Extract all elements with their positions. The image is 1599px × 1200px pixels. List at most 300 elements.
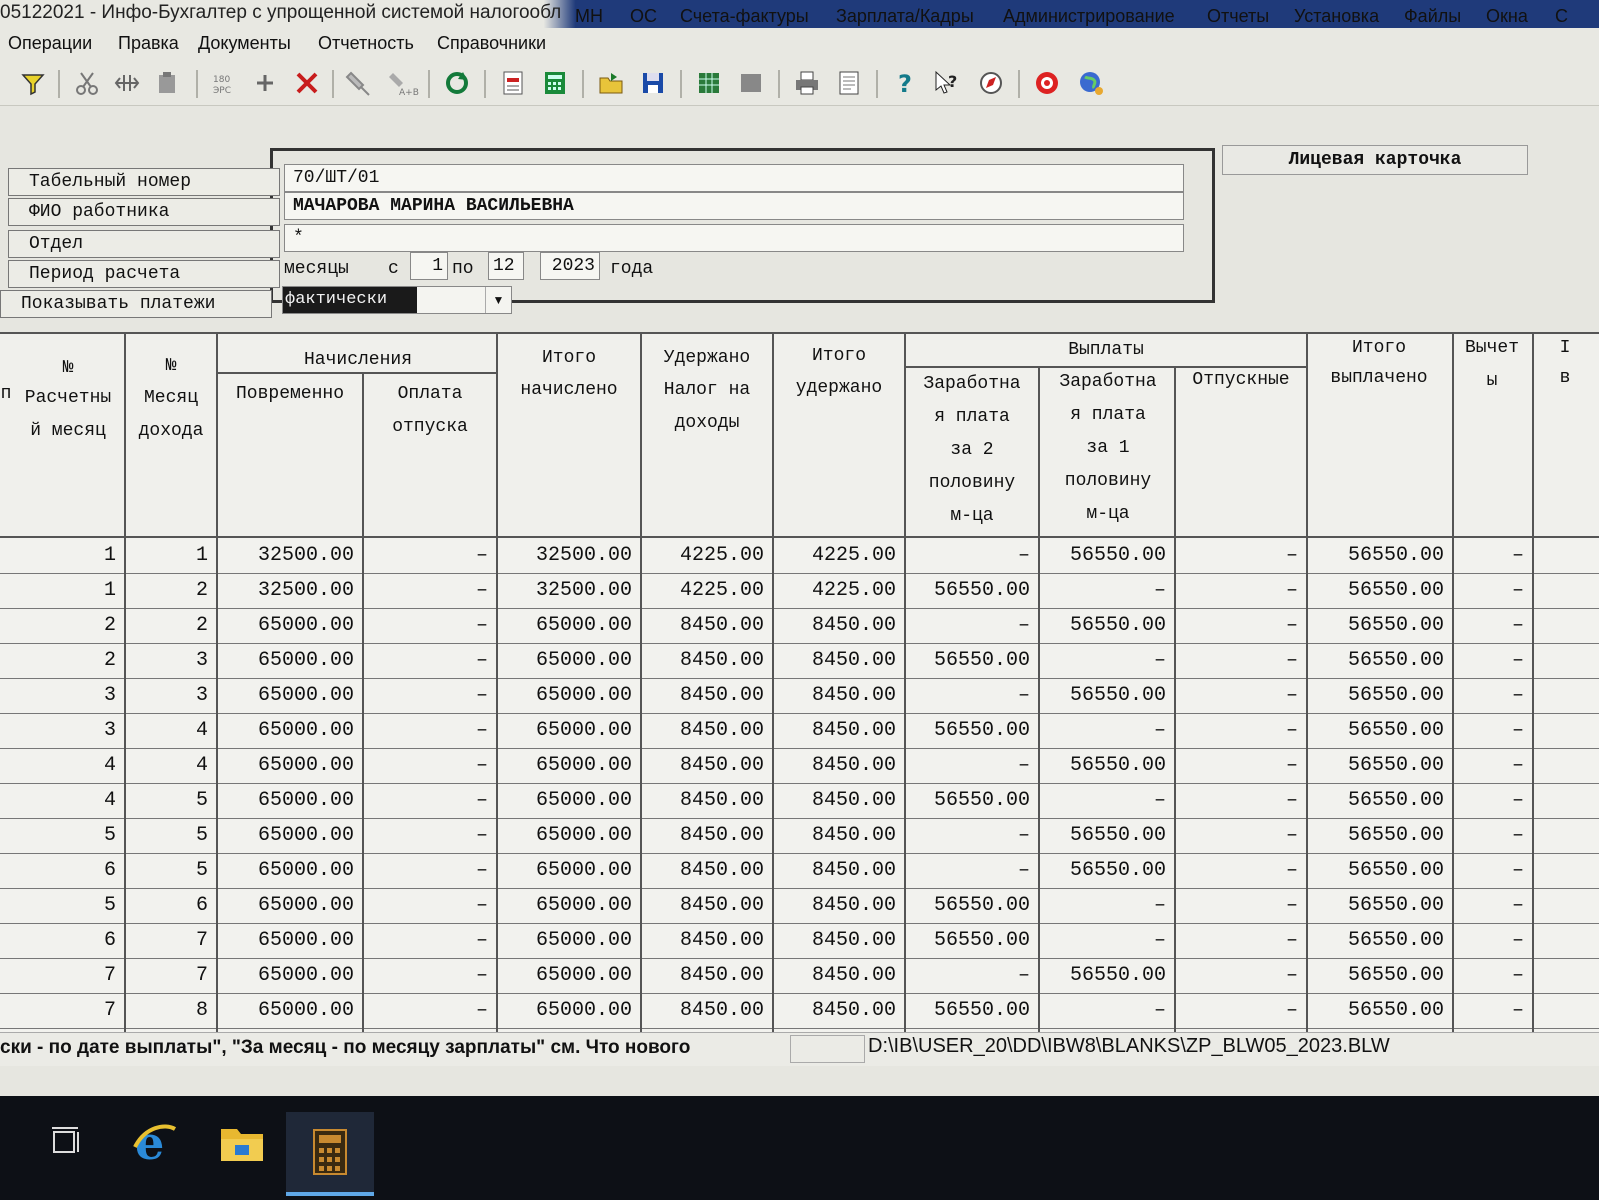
cell-vacation[interactable]: – [1285, 964, 1298, 987]
toolbar-separator [196, 70, 198, 98]
cell-salary-1half[interactable]: 56550.00 [1069, 544, 1166, 567]
menu-documents[interactable]: Документы [198, 33, 291, 53]
header-income-month: Месяц дохода [138, 388, 204, 441]
department-field[interactable]: * [284, 224, 1184, 252]
windows-taskbar [0, 1096, 1599, 1200]
sort-icon[interactable] [386, 68, 419, 98]
cell-income-month[interactable]: 8 [195, 999, 208, 1022]
navigator-icon[interactable] [976, 68, 1006, 98]
cell-salary-2half[interactable]: – [1017, 544, 1030, 567]
header-salary-2half: Заработна я плата за 2 половину м-ца [923, 374, 1021, 526]
chevron-down-icon[interactable]: ▼ [485, 287, 511, 313]
cell-salary-1half[interactable]: – [1153, 789, 1166, 812]
cell-time-based[interactable]: 65000.00 [257, 894, 354, 917]
menu-operations[interactable]: Операции [8, 33, 93, 53]
table-row[interactable] [0, 679, 1599, 714]
cell-vacation[interactable]: – [1285, 894, 1298, 917]
cell-income-month[interactable]: 7 [195, 964, 208, 987]
cell-vacation[interactable]: – [1285, 684, 1298, 707]
cell-total-accrued[interactable]: 65000.00 [535, 754, 632, 777]
header-num2-top: № [165, 356, 177, 376]
cell-calc-month[interactable]: 7 [103, 964, 116, 987]
cell-time-based[interactable]: 65000.00 [257, 859, 354, 882]
period-year-text: года [610, 259, 654, 279]
header-calc-month: Расчетны й месяц [24, 388, 112, 441]
payments-label: Показывать платежи [0, 290, 272, 318]
cell-vacation-pay[interactable]: – [475, 684, 488, 707]
cell-vacation-pay[interactable]: – [475, 894, 488, 917]
cell-total-paid[interactable]: 56550.00 [1347, 579, 1444, 602]
cell-vacation-pay[interactable]: – [475, 719, 488, 742]
cell-total-withheld[interactable]: 8450.00 [811, 684, 896, 707]
cell-calc-month[interactable]: 3 [103, 684, 116, 707]
cell-calc-month[interactable]: 4 [103, 754, 116, 777]
cell-deductions[interactable]: – [1511, 964, 1524, 987]
cell-income-tax[interactable]: 4225.00 [679, 579, 764, 602]
period-to-field[interactable]: 12 [488, 252, 524, 280]
filter-icon[interactable] [18, 68, 48, 98]
cell-time-based[interactable]: 65000.00 [257, 999, 354, 1022]
table-row[interactable] [0, 819, 1599, 854]
cell-salary-2half[interactable]: – [1017, 824, 1030, 847]
cell-vacation[interactable]: – [1285, 859, 1298, 882]
cell-total-paid[interactable]: 56550.00 [1347, 789, 1444, 812]
cell-total-withheld[interactable]: 8450.00 [811, 894, 896, 917]
cell-vacation[interactable]: – [1285, 824, 1298, 847]
cell-calc-month[interactable]: 5 [103, 824, 116, 847]
cell-calc-month[interactable]: 2 [103, 649, 116, 672]
cell-vacation-pay[interactable]: – [475, 544, 488, 567]
header-total-withheld: удержано [795, 378, 883, 398]
header-total-withheld-top: Итого [811, 346, 866, 366]
payouts-underline [906, 366, 1306, 368]
numbering-icon[interactable] [210, 68, 240, 98]
header-salary-1half: Заработна я плата за 1 половину м-ца [1059, 372, 1157, 524]
cell-salary-1half[interactable]: – [1153, 999, 1166, 1022]
menu-os[interactable]: ОС [630, 6, 657, 26]
cell-income-tax[interactable]: 8450.00 [679, 894, 764, 917]
table-row[interactable] [0, 959, 1599, 994]
status-separator [790, 1035, 865, 1063]
cell-total-accrued[interactable]: 65000.00 [535, 684, 632, 707]
menu-reports[interactable]: Отчеты [1207, 6, 1270, 26]
cell-salary-1half[interactable]: 56550.00 [1069, 754, 1166, 777]
window-title: 05122021 - Инфо-Бухгалтер с упрощенной системой налогообл [0, 2, 562, 23]
period-from-field[interactable]: 1 [410, 252, 448, 280]
payroll-table [0, 332, 1599, 1032]
menu-files[interactable]: Файлы [1404, 6, 1462, 26]
cell-deductions[interactable]: – [1511, 894, 1524, 917]
cell-salary-1half[interactable]: – [1153, 719, 1166, 742]
payments-select[interactable] [282, 286, 512, 314]
cell-total-accrued[interactable]: 32500.00 [535, 544, 632, 567]
cell-total-withheld[interactable]: 8450.00 [811, 859, 896, 882]
menu-help[interactable]: С [1555, 6, 1568, 26]
col-divider [1532, 332, 1534, 1032]
tab-number-field[interactable]: 70/ШТ/01 [284, 164, 1184, 192]
cell-total-accrued[interactable]: 65000.00 [535, 859, 632, 882]
status-bar [0, 1032, 1599, 1066]
cell-income-tax[interactable]: 8450.00 [679, 649, 764, 672]
cell-vacation-pay[interactable]: – [475, 859, 488, 882]
cell-income-tax[interactable]: 8450.00 [679, 684, 764, 707]
header-withheld-top: Удержано [663, 348, 751, 368]
cell-calc-month[interactable]: 1 [103, 544, 116, 567]
col-divider [904, 332, 906, 1032]
table-row[interactable] [0, 784, 1599, 819]
cell-total-accrued[interactable]: 65000.00 [535, 964, 632, 987]
open-folder-icon[interactable] [596, 68, 626, 98]
header-deductions: Вычет ы [1464, 338, 1519, 391]
cell-salary-2half[interactable]: 56550.00 [933, 999, 1030, 1022]
header-top-line [0, 332, 1599, 334]
cell-vacation[interactable]: – [1285, 754, 1298, 777]
toolbar-separator [484, 70, 486, 98]
header-total-accrued: начислено [520, 380, 618, 400]
menu-setup[interactable]: Установка [1294, 6, 1380, 26]
support-icon[interactable] [1032, 68, 1062, 98]
cell-salary-2half[interactable]: 56550.00 [933, 894, 1030, 917]
period-label: Период расчета [8, 260, 280, 288]
cell-vacation[interactable]: – [1285, 789, 1298, 812]
cell-deductions[interactable]: – [1511, 719, 1524, 742]
cell-total-withheld[interactable]: 8450.00 [811, 649, 896, 672]
toolbar-separator [428, 70, 430, 98]
cell-calc-month[interactable]: 5 [103, 894, 116, 917]
table-row[interactable] [0, 714, 1599, 749]
cell-salary-2half[interactable]: – [1017, 754, 1030, 777]
cell-time-based[interactable]: 65000.00 [257, 789, 354, 812]
cell-income-month[interactable]: 1 [195, 544, 208, 567]
cell-total-paid[interactable]: 56550.00 [1347, 614, 1444, 637]
cell-deductions[interactable]: – [1511, 684, 1524, 707]
cell-time-based[interactable]: 65000.00 [257, 719, 354, 742]
toolbar-separator [332, 70, 334, 98]
cell-total-withheld[interactable]: 8450.00 [811, 929, 896, 952]
employee-form [0, 148, 1240, 314]
col-divider [1452, 332, 1454, 1032]
header-num-top: № [62, 358, 74, 378]
menu-admin[interactable]: Администрирование [1003, 6, 1175, 26]
table-row[interactable] [0, 609, 1599, 644]
cell-total-paid[interactable]: 56550.00 [1347, 754, 1444, 777]
cell-time-based[interactable]: 32500.00 [257, 579, 354, 602]
cell-calc-month[interactable]: 2 [103, 614, 116, 637]
menu-reporting[interactable]: Отчетность [318, 33, 414, 53]
cell-income-month[interactable]: 5 [195, 789, 208, 812]
cell-total-accrued[interactable]: 65000.00 [535, 614, 632, 637]
cell-time-based[interactable]: 65000.00 [257, 964, 354, 987]
cell-income-month[interactable]: 5 [195, 859, 208, 882]
cell-deductions[interactable]: – [1511, 614, 1524, 637]
help-icon[interactable] [890, 68, 920, 98]
cell-time-based[interactable]: 65000.00 [257, 649, 354, 672]
cell-vacation[interactable]: – [1285, 929, 1298, 952]
table-row[interactable] [0, 574, 1599, 609]
cell-total-paid[interactable]: 56550.00 [1347, 649, 1444, 672]
col-divider [1174, 366, 1176, 1032]
cell-vacation[interactable]: – [1285, 614, 1298, 637]
cell-salary-2half[interactable]: – [1017, 684, 1030, 707]
cell-salary-1half[interactable]: – [1153, 579, 1166, 602]
table-header [0, 332, 1599, 537]
cell-total-withheld[interactable]: 8450.00 [811, 964, 896, 987]
cell-vacation-pay[interactable]: – [475, 754, 488, 777]
header-edge-col: в [1559, 368, 1571, 388]
print-icon[interactable] [792, 68, 822, 98]
col-divider [1306, 332, 1308, 1032]
web-icon[interactable] [1076, 68, 1106, 98]
cell-income-month[interactable]: 3 [195, 649, 208, 672]
cell-salary-2half[interactable]: 56550.00 [933, 789, 1030, 812]
cell-total-accrued[interactable]: 65000.00 [535, 929, 632, 952]
cell-vacation-pay[interactable]: – [475, 999, 488, 1022]
cut-icon[interactable] [72, 68, 102, 98]
cell-salary-2half[interactable]: 56550.00 [933, 579, 1030, 602]
cell-time-based[interactable]: 65000.00 [257, 929, 354, 952]
cell-salary-1half[interactable]: 56550.00 [1069, 684, 1166, 707]
cell-income-month[interactable]: 4 [195, 754, 208, 777]
cell-total-accrued[interactable]: 65000.00 [535, 824, 632, 847]
cell-income-month[interactable]: 4 [195, 719, 208, 742]
cell-calc-month[interactable]: 6 [103, 859, 116, 882]
menu-bar-main [0, 28, 1599, 60]
header-bottom-line [0, 536, 1599, 538]
cell-deductions[interactable]: – [1511, 649, 1524, 672]
cell-time-based[interactable]: 65000.00 [257, 754, 354, 777]
cell-income-month[interactable]: 2 [195, 579, 208, 602]
menu-invoices[interactable]: Счета-фактуры [680, 6, 809, 26]
cell-deductions[interactable]: – [1511, 544, 1524, 567]
toolbar [0, 60, 1599, 106]
toolbar-separator [876, 70, 878, 98]
period-year-field[interactable]: 2023 [540, 252, 600, 280]
cell-calc-month[interactable]: 3 [103, 719, 116, 742]
cell-income-tax[interactable]: 8450.00 [679, 859, 764, 882]
col-divider [216, 332, 218, 1032]
cell-calc-month[interactable]: 1 [103, 579, 116, 602]
cell-time-based[interactable]: 65000.00 [257, 824, 354, 847]
cell-total-paid[interactable]: 56550.00 [1347, 719, 1444, 742]
cell-salary-2half[interactable]: – [1017, 614, 1030, 637]
cell-total-withheld[interactable]: 8450.00 [811, 789, 896, 812]
cell-vacation-pay[interactable]: – [475, 649, 488, 672]
period-months-text: месяцы [284, 259, 349, 279]
period-to-text: по [452, 259, 474, 279]
cell-total-accrued[interactable]: 65000.00 [535, 894, 632, 917]
table-row[interactable] [0, 644, 1599, 679]
cell-vacation-pay[interactable]: – [475, 579, 488, 602]
cell-income-month[interactable]: 7 [195, 929, 208, 952]
cell-salary-1half[interactable]: – [1153, 649, 1166, 672]
cell-vacation-pay[interactable]: – [475, 929, 488, 952]
cell-deductions[interactable]: – [1511, 789, 1524, 812]
cell-total-paid[interactable]: 56550.00 [1347, 684, 1444, 707]
spreadsheet-icon[interactable] [694, 68, 724, 98]
cell-income-month[interactable]: 3 [195, 684, 208, 707]
cell-calc-month[interactable]: 7 [103, 999, 116, 1022]
cell-salary-2half[interactable]: – [1017, 859, 1030, 882]
fio-field[interactable]: МАЧАРОВА МАРИНА ВАСИЛЬЕВНА [284, 192, 1184, 220]
cell-total-accrued[interactable]: 65000.00 [535, 999, 632, 1022]
desktop-strip [0, 1066, 1599, 1096]
table-row[interactable] [0, 854, 1599, 889]
cell-salary-2half[interactable]: 56550.00 [933, 719, 1030, 742]
status-hint: ски - по дате выплаты", "За месяц - по месяцу зарплаты" см. Что нового [0, 1037, 691, 1058]
menu-salary[interactable]: Зарплата/Кадры [836, 6, 974, 26]
table-row[interactable] [0, 539, 1599, 574]
menu-directories[interactable]: Справочники [437, 33, 547, 53]
cell-salary-2half[interactable]: 56550.00 [933, 929, 1030, 952]
cell-total-paid[interactable]: 56550.00 [1347, 894, 1444, 917]
cell-salary-1half[interactable]: 56550.00 [1069, 614, 1166, 637]
col-divider [772, 332, 774, 1032]
cell-vacation-pay[interactable]: – [475, 964, 488, 987]
context-help-icon[interactable] [932, 68, 962, 98]
cell-total-paid[interactable]: 56550.00 [1347, 929, 1444, 952]
header-time-based: Повременно [235, 384, 345, 404]
cell-vacation[interactable]: – [1285, 649, 1298, 672]
cell-total-withheld[interactable]: 8450.00 [811, 824, 896, 847]
cell-salary-1half[interactable]: – [1153, 929, 1166, 952]
cell-total-accrued[interactable]: 65000.00 [535, 649, 632, 672]
cell-vacation[interactable]: – [1285, 719, 1298, 742]
fio-label: ФИО работника [8, 198, 280, 226]
header-vacation-pay: Оплата отпуска [392, 384, 468, 437]
cell-income-tax[interactable]: 8450.00 [679, 929, 764, 952]
cell-income-tax[interactable]: 8450.00 [679, 999, 764, 1022]
add-icon[interactable] [250, 68, 280, 98]
accruals-underline [218, 372, 496, 374]
file-explorer-icon[interactable] [212, 1112, 272, 1172]
cell-income-tax[interactable]: 8450.00 [679, 754, 764, 777]
cell-income-tax[interactable]: 8450.00 [679, 614, 764, 637]
col-divider [124, 332, 126, 1032]
cell-salary-1half[interactable]: – [1153, 894, 1166, 917]
cell-time-based[interactable]: 65000.00 [257, 684, 354, 707]
header-vacation: Отпускные [1192, 370, 1290, 390]
personal-card-button[interactable]: Лицевая карточка [1222, 145, 1528, 175]
cell-total-withheld[interactable]: 8450.00 [811, 614, 896, 637]
cell-total-paid[interactable]: 56550.00 [1347, 859, 1444, 882]
archive-icon[interactable] [736, 68, 766, 98]
table-row[interactable] [0, 994, 1599, 1029]
paste-icon[interactable] [152, 68, 182, 98]
cell-total-withheld[interactable]: 8450.00 [811, 999, 896, 1022]
svg-text:e: e [135, 1116, 165, 1170]
cell-total-paid[interactable]: 56550.00 [1347, 964, 1444, 987]
calculator-app-icon[interactable] [286, 1112, 374, 1196]
toolbar-separator [778, 70, 780, 98]
move-icon[interactable] [112, 68, 142, 98]
menu-mn[interactable]: МН [575, 6, 603, 26]
cell-salary-1half[interactable]: 56550.00 [1069, 859, 1166, 882]
status-file-path: D:\IB\USER_20\DD\IBW8\BLANKS\ZP_BLW05_2023.BLW [868, 1035, 1390, 1057]
cell-total-withheld[interactable]: 4225.00 [811, 544, 896, 567]
refresh-icon[interactable] [442, 68, 472, 98]
cell-income-month[interactable]: 5 [195, 824, 208, 847]
table-row[interactable] [0, 889, 1599, 924]
cell-income-tax[interactable]: 8450.00 [679, 789, 764, 812]
table-row[interactable] [0, 924, 1599, 959]
cell-vacation-pay[interactable]: – [475, 614, 488, 637]
svg-text:180: 180 [213, 75, 231, 85]
menu-windows[interactable]: Окна [1486, 6, 1528, 26]
cell-calc-month[interactable]: 6 [103, 929, 116, 952]
period-from-text: с [388, 259, 399, 279]
task-view-icon[interactable] [36, 1112, 96, 1172]
cell-vacation[interactable]: – [1285, 579, 1298, 602]
toolbar-separator [58, 70, 60, 98]
cell-total-paid[interactable]: 56550.00 [1347, 544, 1444, 567]
menu-edit[interactable]: Правка [118, 33, 179, 53]
cell-income-month[interactable]: 2 [195, 614, 208, 637]
cell-income-tax[interactable]: 8450.00 [679, 964, 764, 987]
pin-icon[interactable] [344, 68, 374, 98]
header-total-paid-top: Итого [1351, 338, 1406, 358]
menu-bar-top [0, 0, 1599, 30]
cell-vacation-pay[interactable]: – [475, 824, 488, 847]
cell-income-tax[interactable]: 8450.00 [679, 719, 764, 742]
cell-total-accrued[interactable]: 65000.00 [535, 719, 632, 742]
cell-calc-month[interactable]: 4 [103, 789, 116, 812]
cell-salary-2half[interactable]: 56550.00 [933, 649, 1030, 672]
col-divider [1038, 366, 1040, 1032]
cell-income-tax[interactable]: 4225.00 [679, 544, 764, 567]
cell-total-paid[interactable]: 56550.00 [1347, 824, 1444, 847]
cell-salary-1half[interactable]: 56550.00 [1069, 824, 1166, 847]
toolbar-separator [680, 70, 682, 98]
cell-total-withheld[interactable]: 4225.00 [811, 579, 896, 602]
col-divider [496, 332, 498, 1032]
svg-text:?: ? [948, 72, 958, 91]
header-total-accrued-top: Итого [541, 348, 596, 368]
cell-salary-1half[interactable]: 56550.00 [1069, 964, 1166, 987]
report-icon[interactable] [498, 68, 528, 98]
cell-total-paid[interactable]: 56550.00 [1347, 999, 1444, 1022]
save-icon[interactable] [638, 68, 668, 98]
cell-deductions[interactable]: – [1511, 824, 1524, 847]
cell-deductions[interactable]: – [1511, 929, 1524, 952]
cell-total-withheld[interactable]: 8450.00 [811, 719, 896, 742]
header-payouts: Выплаты [1068, 340, 1144, 360]
cell-vacation[interactable]: – [1285, 999, 1298, 1022]
left-edge-header: п [0, 384, 12, 404]
cell-deductions[interactable]: – [1511, 859, 1524, 882]
header-total-paid: выплачено [1330, 368, 1428, 388]
cell-total-withheld[interactable]: 8450.00 [811, 754, 896, 777]
cell-time-based[interactable]: 65000.00 [257, 614, 354, 637]
cell-total-accrued[interactable]: 65000.00 [535, 789, 632, 812]
cell-vacation[interactable]: – [1285, 544, 1298, 567]
table-row[interactable] [0, 749, 1599, 784]
cell-vacation-pay[interactable]: – [475, 789, 488, 812]
cell-deductions[interactable]: – [1511, 579, 1524, 602]
svg-text:ЭРС: ЭРС [213, 86, 231, 96]
calculator-icon[interactable] [540, 68, 570, 98]
internet-explorer-icon[interactable] [124, 1112, 184, 1172]
preview-icon[interactable] [834, 68, 864, 98]
cell-income-tax[interactable]: 8450.00 [679, 824, 764, 847]
cell-salary-2half[interactable]: – [1017, 964, 1030, 987]
cell-deductions[interactable]: – [1511, 999, 1524, 1022]
cell-deductions[interactable]: – [1511, 754, 1524, 777]
cell-time-based[interactable]: 32500.00 [257, 544, 354, 567]
cell-income-month[interactable]: 6 [195, 894, 208, 917]
delete-icon[interactable] [292, 68, 322, 98]
header-income-tax: Налог на доходы [663, 380, 751, 433]
cell-total-accrued[interactable]: 32500.00 [535, 579, 632, 602]
